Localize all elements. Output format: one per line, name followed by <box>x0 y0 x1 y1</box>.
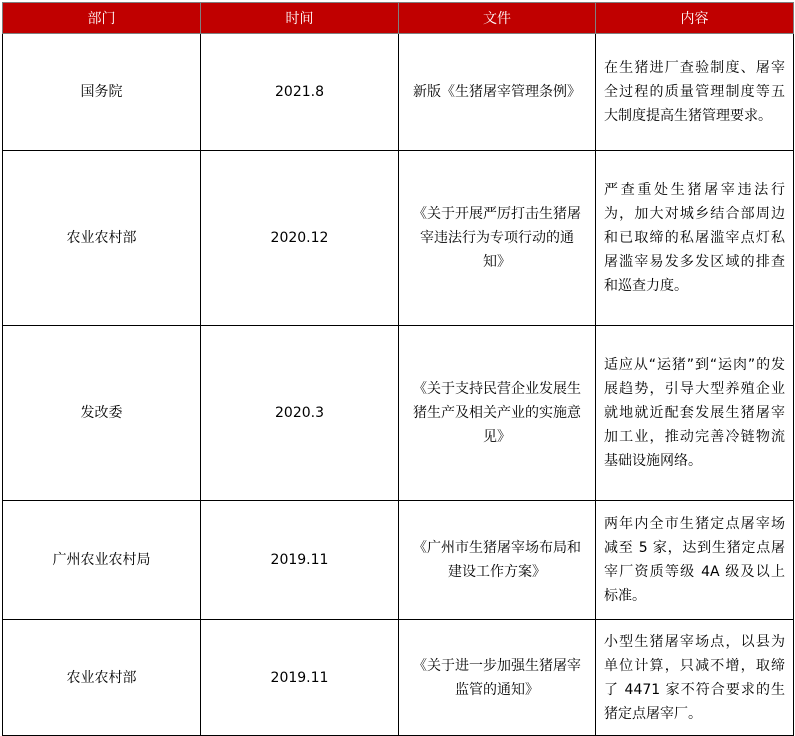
time-cell: 2021.8 <box>201 34 399 151</box>
content-cell: 两年内全市生猪定点屠宰场减至 5 家，达到生猪定点屠宰厂资质等级 4A 级及以上标准。 <box>596 501 794 620</box>
table-row <box>3 620 794 736</box>
document-cell: 《关于开展严厉打击生猪屠宰违法行为专项行动的通知》 <box>399 151 596 326</box>
department-cell: 农业农村部 <box>3 151 201 326</box>
department-cell: 广州农业农村局 <box>3 501 201 620</box>
time-cell: 2020.12 <box>201 151 399 326</box>
header-row <box>3 3 794 34</box>
content-cell: 在生猪进厂查验制度、屠宰全过程的质量管理制度等五大制度提高生猪管理要求。 <box>596 34 794 151</box>
department-cell: 国务院 <box>3 34 201 151</box>
content-cell: 小型生猪屠宰场点，以县为单位计算，只减不增，取缔了 4471 家不符合要求的生猪定点屠宰厂。 <box>596 620 794 736</box>
department-cell: 发改委 <box>3 326 201 501</box>
table-row <box>3 151 794 326</box>
table-row <box>3 34 794 151</box>
document-cell: 新版《生猪屠宰管理条例》 <box>399 34 596 151</box>
time-cell: 2020.3 <box>201 326 399 501</box>
document-cell: 《关于支持民营企业发展生猪生产及相关产业的实施意见》 <box>399 326 596 501</box>
header-time: 时间 <box>201 3 399 34</box>
header-content: 内容 <box>596 3 794 34</box>
header-department: 部门 <box>3 3 201 34</box>
table-row <box>3 501 794 620</box>
department-cell: 农业农村部 <box>3 620 201 736</box>
content-cell: 适应从“运猪”到“运肉”的发展趋势，引导大型养殖企业就地就近配套发展生猪屠宰加工业，推动完善冷链物流基础设施网络。 <box>596 326 794 501</box>
header-document: 文件 <box>399 3 596 34</box>
document-cell: 《关于进一步加强生猪屠宰监管的通知》 <box>399 620 596 736</box>
table-row <box>3 326 794 501</box>
policy-table <box>2 2 794 736</box>
document-cell: 《广州市生猪屠宰场布局和建设工作方案》 <box>399 501 596 620</box>
time-cell: 2019.11 <box>201 501 399 620</box>
time-cell: 2019.11 <box>201 620 399 736</box>
content-cell: 严查重处生猪屠宰违法行为，加大对城乡结合部周边和已取缔的私屠滥宰点灯私屠滥宰易发多发区域的排查和巡查力度。 <box>596 151 794 326</box>
